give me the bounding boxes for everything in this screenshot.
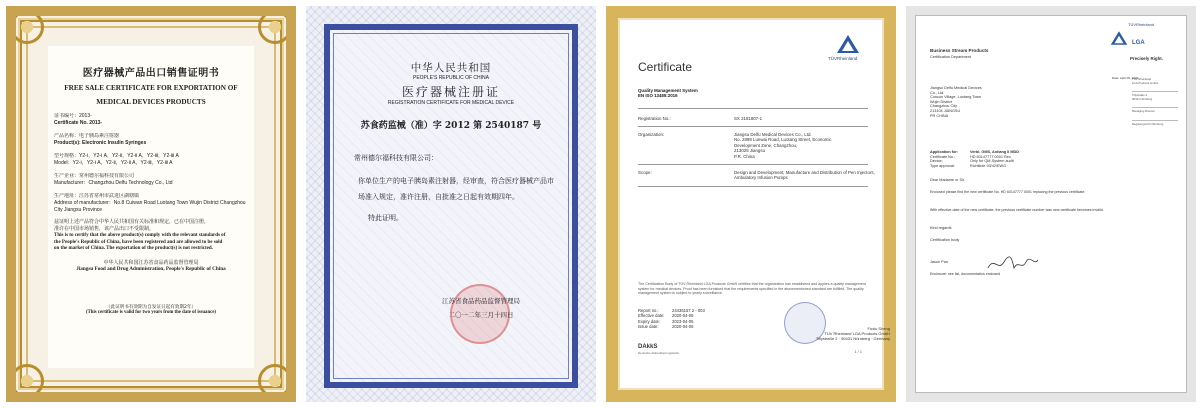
iso-13485-certificate xyxy=(606,6,896,402)
dakks-subtitle: Deutsche Akkreditierungsstelle xyxy=(638,351,680,355)
brand-name: TÜVRheinland xyxy=(828,56,858,61)
greeting: Dear Madame or Sir, xyxy=(930,178,966,182)
country-cn: 中华人民共和国 xyxy=(410,62,492,74)
registration-label: Registration No.: xyxy=(638,116,671,121)
model-cn: 型号规格：Y2-Ⅰ，Y2-Ⅰ A，Y2-Ⅱ，Y2-Ⅱ A，Y2-Ⅲ，Y2-Ⅲ A xyxy=(54,153,179,159)
statement-en-3: on the market of China. The exportation of the product(s) is not restricted. xyxy=(54,246,213,251)
handwritten-signature xyxy=(986,254,1040,274)
title-en-line2: MEDICAL DEVICES PRODUCTS xyxy=(96,98,206,106)
brand-name: TÜVRheinland xyxy=(1128,22,1155,27)
issuer: 江苏省食品药品监督管理局 xyxy=(442,297,520,305)
business-stream: Business Stream Products xyxy=(930,48,989,53)
product-en: Product(s): Electronic Insulin Syringes xyxy=(54,140,147,146)
validity-en: (This certificate is valid for two years from the date of issuance) xyxy=(86,309,216,315)
registration-certificate xyxy=(306,6,596,402)
signature-block: Fuxiu Sheng TÜV Rheinland LGA Products GmbH Tillystraße 2 · 90431 Nürnberg · Germany xyxy=(815,326,890,341)
ornament-corner xyxy=(258,364,292,398)
manufacturer-cn: 生产企业：常州德尔福科技有限公司 xyxy=(54,173,135,179)
scope-value: Design and Development, Manufacture and Distribution of Pen Injectors, Ambulatory Infusion Pumps xyxy=(734,170,875,181)
certification-statement: The Certification Body of TÜV Rheinland LGA Products GmbH certifies that the organization has established and applies a quality management system for medical devices. Proof has been furnished that the requirements specified in the abovementioned standard are fulfilled. The quality management system is subject to yearly surveillance. xyxy=(638,282,866,296)
certificate-border xyxy=(324,24,578,388)
scope-label: Scope: xyxy=(638,170,652,175)
recipient-address: Jiangsu Delfu Medical Devices Co., Ltd. Cuncun Village, Luotang Town Wujin District Changzhou City 213104 JIANGSU PR CHINA xyxy=(930,86,982,118)
validity-paragraph: With effective date of the new certificate, the previous certificate number was new certificate becomes invalid. xyxy=(930,208,1104,212)
tuv-logo-icon xyxy=(1110,30,1128,46)
ornament-corner xyxy=(10,364,44,398)
statement-cn-2: 准许在中国市场销售，该产品出口不受限制。 xyxy=(54,226,155,232)
registration-value: SX 2181807-1 xyxy=(734,116,763,121)
organization-value: Jiangsu Delfu Medical Devices Co., Ltd. No. 2899 Lunwai Road, Luotang Street, Economic Development Zone, Changzhou, 213025 Jiangsu P.R. China xyxy=(734,132,832,159)
validity-cn: （此证明书有效期为自发证日起有效期2年） xyxy=(105,304,197,310)
title-en-line1: FREE SALE CERTIFICATE FOR EXPORTATION OF xyxy=(64,84,238,92)
hereby-certified: 特此证明。 xyxy=(368,214,403,222)
title-cn: 医疗器械注册证 xyxy=(401,85,500,99)
meta-values: 24436157 2 - 003 2020-04-06 2023-04-05 2020-04-06 xyxy=(672,308,705,330)
letter-date: Date: April 09, 2020 xyxy=(1112,76,1139,80)
product-cn: 产品名称：电子胰岛素注射器 xyxy=(54,133,120,139)
free-sale-certificate xyxy=(6,6,296,402)
registration-number: 苏食药监械（准）字 2012 第 2540187 号 xyxy=(360,121,542,131)
manufacturer-en: Manufacturer：Changzhou Delfu Technology Co., Ltd xyxy=(54,180,173,186)
system-name: Quality Management System EN ISO 13485:2016 xyxy=(638,88,698,99)
tuv-letter xyxy=(906,6,1196,402)
certificate-title: Certificate xyxy=(638,60,693,74)
letter-paper xyxy=(916,16,1186,392)
enclosed-paragraph: Enclosed please find the new certificate No. HD 60147777 0001 replacing the previous certificate. xyxy=(930,190,1086,194)
issue-date: 二〇一二年三月十四日 xyxy=(448,311,514,319)
ornament-corner xyxy=(10,10,44,44)
tuv-logo-icon xyxy=(836,34,860,54)
statement-en-2: the People's Republic of China, have been registered and are allowed to be sold xyxy=(54,239,223,245)
address-cn: 生产地址：江苏省常州市武进区湖塘镇 xyxy=(54,193,140,199)
statement-en-1: This is to certify that the above product(s) comply with the relevant standards of xyxy=(54,233,226,238)
page-number: 1 / 1 xyxy=(854,350,862,354)
authority-cn: 中华人民共和国江苏省食品药品监督管理局 xyxy=(103,259,199,266)
dakks-logo: DAkkS xyxy=(638,344,658,350)
meta-labels: Report no.: Effective date: Expiry date: Issue date: xyxy=(638,308,665,330)
certificate-body: 你单位生产的电子胰岛素注射器，经审查，符合医疗器械产品市场准入规定，准许注册，自批准之日起有效期四年。 xyxy=(358,177,554,201)
reference-values: Verbl. GMS, Anhang II MDD HD 60147777 0001 Rev. Only for QM-System audit Richtlinie 93/42/EWG xyxy=(970,150,1020,168)
authority-en: Jiangsu Food and Drug Administration, People's Republic of China xyxy=(76,265,226,272)
address-en-1: Address of manufacturer：No.8 Cuiwan Road Luotang Town Wujin District Changzhou xyxy=(54,200,246,206)
statement-cn-1: 兹证明上述产品符合中华人民共和国有关标准和规定，已在中国注册， xyxy=(54,220,210,225)
title-en: REGISTRATION CERTIFICATE FOR MEDICAL DEVICE xyxy=(387,100,515,106)
signer-name: Jason Pan xyxy=(930,260,948,264)
brand-sub: LGA xyxy=(1132,40,1145,46)
enclosure-note: Enclosure: see list, documentation enclosed xyxy=(930,272,1001,276)
cert-number-cn: 证书编号：2013- xyxy=(54,113,92,119)
ornament-corner xyxy=(258,10,292,44)
organization-label: Organization: xyxy=(638,132,665,137)
certificate-paper xyxy=(618,18,890,390)
certification-body: Certification body xyxy=(930,238,960,242)
model-en: Model：Y2-Ⅰ，Y2-Ⅰ A，Y2-Ⅱ，Y2-Ⅱ A，Y2-Ⅲ，Y2-Ⅲ A xyxy=(54,160,173,166)
company-sidebar: TÜV Rheinland LGA Products GmbH Tillystraße 2 90431 Nürnberg Managing Director Registergericht Nürnberg xyxy=(1132,78,1178,127)
cert-number-en: Certificate No. 2013- xyxy=(54,120,103,126)
country-en: PEOPLE'S REPUBLIC OF CHINA xyxy=(413,75,489,81)
company-name: 常州德尔福科技有限公司： xyxy=(354,154,438,162)
certificate-paper xyxy=(48,46,254,368)
title-cn: 医疗器械产品出口销售证明书 xyxy=(82,68,220,79)
tagline: Precisely Right. xyxy=(1130,56,1163,61)
closing: Kind regards xyxy=(930,226,952,230)
reference-labels: Application for: Certificate No.: Device: Type approval: xyxy=(930,150,959,168)
address-en-2: City Jiangsu Province xyxy=(54,207,103,213)
department: Certification Department xyxy=(930,55,971,59)
